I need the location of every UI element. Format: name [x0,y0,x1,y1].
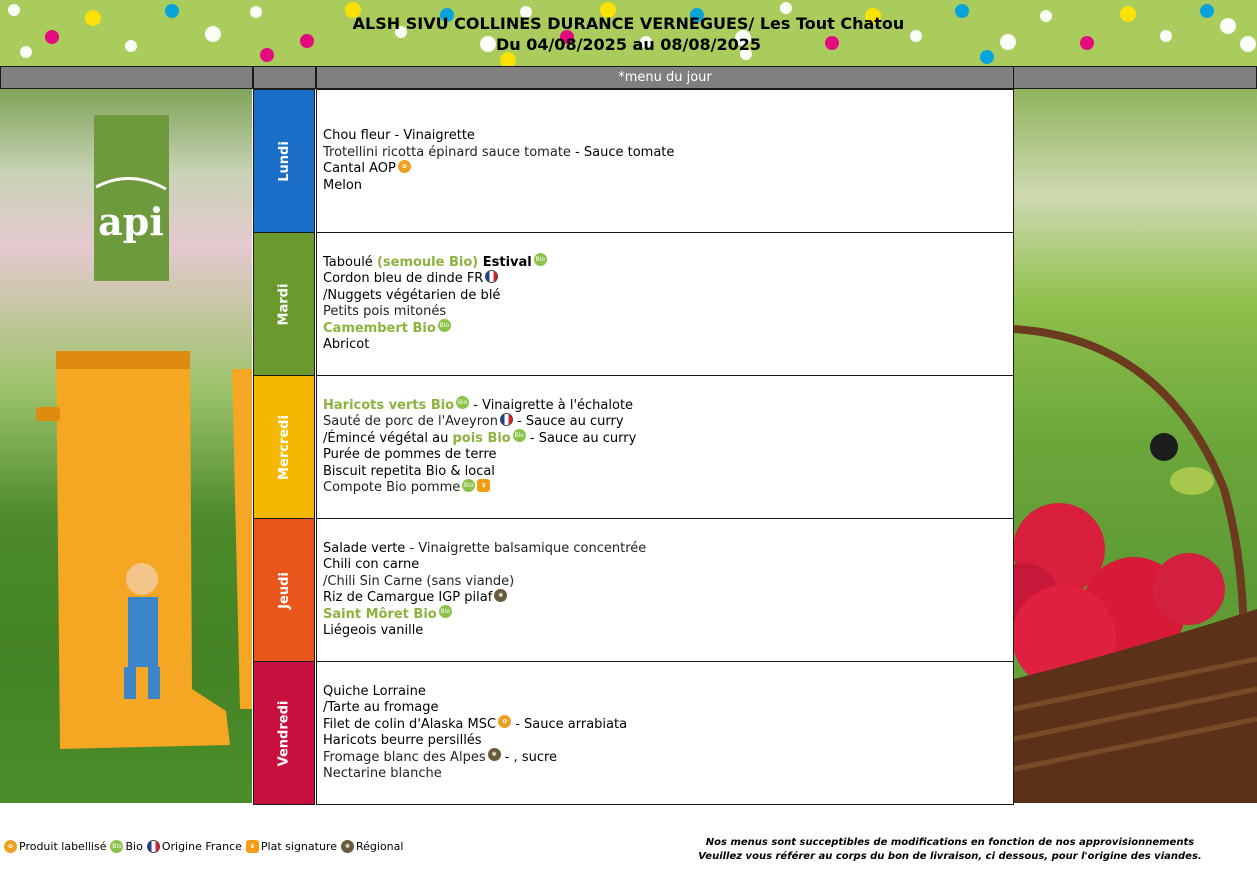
regional-icon: ✾ [488,748,501,761]
menu-item [323,623,1013,640]
menu-item [323,321,1013,338]
menu-text: - Vinaigrette à l'échalote [469,397,634,413]
menu-cell-mardi [316,232,1014,376]
menu-text: - Vinaigrette [390,128,475,143]
legend-item [110,840,142,853]
menu-text: Nectarine blanche [323,766,442,781]
header-banner [0,0,1257,66]
menu-text: Melon [323,177,363,193]
bio-icon: Bio [439,605,452,618]
signature-dish-icon: ♛ [246,840,259,853]
page-title [0,13,1257,55]
menu-item [323,255,1013,272]
boot-illustration [0,89,252,803]
menu-text: /Nuggets végétarien de blé [323,287,501,303]
menu-item [323,480,1013,497]
menu-item [323,398,1013,415]
menu-cell-lundi [316,89,1014,233]
legend-label: Bio [125,840,143,853]
header-cell-left [0,66,253,89]
bio-icon: Bio [513,429,526,442]
bio-icon: Bio [462,479,475,492]
menu-text: - Sauce arrabiata [511,716,628,732]
menu-item [323,766,1013,783]
label-icon: ✿ [498,715,511,728]
day-name: Mardi [276,283,292,325]
menu-item [323,178,1013,195]
bio-icon: Bio [110,840,123,853]
menu-text: Liégeois vanille [323,623,424,638]
label-icon: ✿ [4,840,17,853]
bio-icon: Bio [438,319,451,332]
note-line-1: Nos menus sont succeptibles de modifications en fonction de nos approvisionnements [705,837,1195,848]
menu-text: Petits pois mitonés [323,304,447,319]
menu-item [323,145,1013,162]
day-name: Lundi [276,140,292,182]
footer-notes [640,836,1257,864]
day-label-jeudi [253,518,315,662]
menu-text: Purée de pommes de terre [323,447,497,462]
menu-text: Abricot [323,337,370,352]
header-cell-day [253,66,316,89]
menu-item [323,288,1013,305]
menu-item [323,590,1013,607]
logo-api: api [98,199,164,244]
menu-text: Taboulé [323,254,377,270]
menu-text: Trotellini ricotta épinard sauce tomate [323,144,571,160]
menu-text: - Sauce tomate [570,144,675,160]
menu-text: Sauté de porc de l'Aveyron [323,414,498,429]
menu-item [323,271,1013,288]
legend-label: Régional [355,840,404,853]
regional-icon: ✾ [494,589,507,602]
menu-text: Cantal AOP [323,161,396,176]
day-label-lundi [253,89,315,233]
menu-item [323,557,1013,574]
menu-text: Saint Môret Bio [323,606,437,622]
france-flag-icon [500,413,513,426]
day-label-mercredi [253,375,315,519]
menu-text: Estival [478,254,532,270]
menu-text: (semoule Bio) [376,254,479,270]
icon-legend [4,840,407,853]
menu-item [323,717,1013,734]
menu-title: ALSH SIVU COLLINES DURANCE VERNEGUES/ Les Tout Chatou [352,14,905,33]
menu-text: Filet de colin d'Alaska MSC [323,716,497,732]
menu-item [323,607,1013,624]
menu-text: Quiche Lorraine [323,683,426,699]
menu-item [323,733,1013,750]
menu-item [323,161,1013,178]
menu-text: Cordon bleu de dinde FR [323,271,484,286]
apple-basket-illustration [1014,89,1257,803]
day-name: Jeudi [276,571,292,609]
menu-text: /Chili Sin Carne (sans viande) [323,573,515,589]
menu-text: Salade verte [323,540,406,556]
legend-label: Plat signature [260,840,337,853]
menu-text: /Émincé végétal au [323,430,453,446]
legend-item [246,840,337,853]
menu-item [323,574,1013,591]
menu-text: Fromage blanc des Alpes [323,749,486,765]
menu-text: - , sucre [500,749,558,765]
menu-text: Compote Bio pomme [323,480,461,495]
legend-item [147,840,242,853]
menu-text: Haricots beurre persillés [323,733,482,748]
france-flag-icon [485,270,498,283]
menu-item [323,431,1013,448]
legend-item [4,840,106,853]
menu-text: /Tarte au fromage [323,700,439,715]
day-name: Mercredi [276,414,292,480]
menu-text: Riz de Camargue IGP pilaf [323,590,493,605]
menu-text: - Sauce au curry [525,430,637,446]
menu-item [323,684,1013,701]
menu-cell-jeudi [316,518,1014,662]
menu-item [323,447,1013,464]
menu-item [323,128,1013,145]
signature-dish-icon: ♛ [477,479,490,492]
header-cell-menu [316,66,1014,89]
legend-item [341,840,403,853]
menu-cell-mercredi [316,375,1014,519]
legend-label: Produit labellisé [19,840,107,853]
right-photo [1014,89,1257,803]
menu-text: - Vinaigrette balsamique concentrée [405,540,647,556]
label-icon: ✿ [398,160,411,173]
bio-icon: Bio [534,253,547,266]
menu-dates: Du 04/08/2025 au 08/08/2025 [495,35,762,54]
left-photo [0,89,252,803]
header-cell-right [1013,66,1257,89]
menu-text: Biscuit repetita Bio & local [323,463,495,479]
menu-text: Chili con carne [323,557,420,572]
note-line-2: Veuillez vous référer au corps du bon de livraison, ci dessous, pour l'origine des viandes. [698,851,1202,862]
bio-icon: Bio [456,396,469,409]
menu-column-label: *menu du jour [618,70,712,85]
menu-text: - Sauce au curry [512,414,624,429]
day-name: Vendredi [276,700,292,766]
day-label-vendredi [253,661,315,805]
menu-item [323,750,1013,767]
menu-item [323,414,1013,431]
menu-item [323,304,1013,321]
menu-text: Haricots verts Bio [323,397,455,413]
day-label-mardi [253,232,315,376]
menu-text: pois Bio [452,430,511,446]
menu-item [323,700,1013,717]
menu-item [323,337,1013,354]
legend-label: Origine France [161,840,242,853]
france-flag-icon [147,840,160,853]
menu-text: Chou fleur [323,128,391,143]
menu-cell-vendredi [316,661,1014,805]
menu-item [323,464,1013,481]
menu-text: Camembert Bio [323,320,436,336]
regional-icon: ✾ [341,840,354,853]
menu-item [323,541,1013,558]
